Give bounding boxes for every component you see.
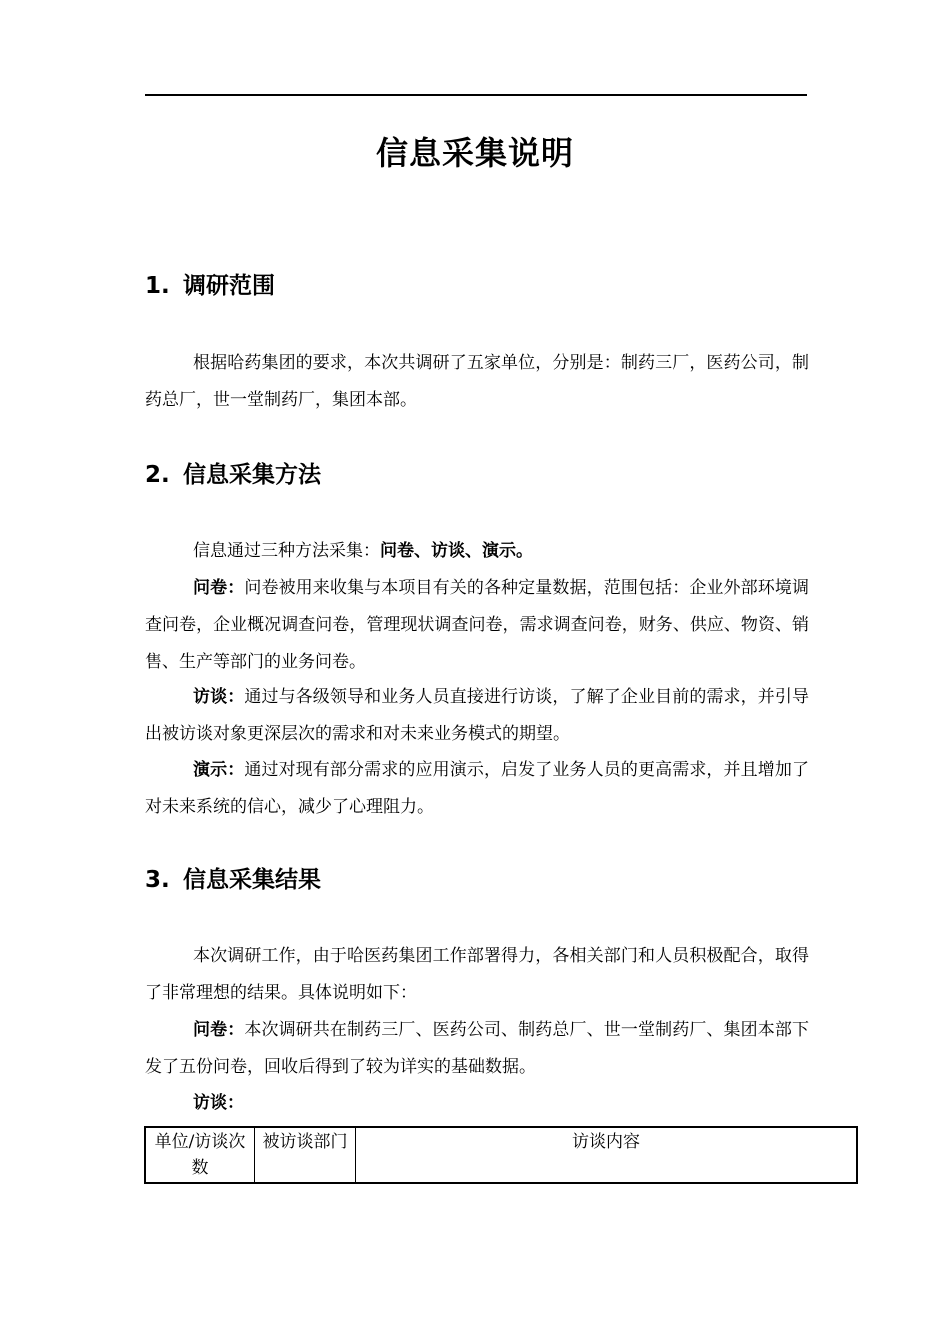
interview-table bbox=[144, 1126, 858, 1184]
column-header-unit: 单位/访谈次数 bbox=[145, 1127, 255, 1183]
paragraph-lead: 访谈： bbox=[193, 687, 245, 707]
method-questionnaire-paragraph bbox=[145, 570, 809, 681]
result-questionnaire-paragraph bbox=[145, 1012, 809, 1086]
section-number: 3. bbox=[145, 867, 170, 893]
paragraph-lead: 演示： bbox=[193, 760, 245, 780]
section-title: 信息采集结果 bbox=[183, 867, 321, 893]
method-demo-paragraph bbox=[145, 752, 809, 826]
section-number: 1. bbox=[145, 273, 170, 299]
method-intro-paragraph bbox=[145, 533, 809, 570]
result-intro-paragraph bbox=[145, 938, 809, 1012]
paragraph-text: 根据哈药集团的要求，本次共调研了五家单位，分别是：制药三厂，医药公司，制药总厂，世一堂制药厂，集团本部。 bbox=[145, 353, 809, 410]
paragraph-text: 本次调研工作，由于哈医药集团工作部署得力，各相关部门和人员积极配合，取得了非常理想的结果。具体说明如下： bbox=[145, 946, 809, 1003]
section-heading-method bbox=[145, 456, 321, 489]
paragraph-text: 通过与各级领导和业务人员直接进行访谈，了解了企业目前的需求，并引导出被访谈对象更深层次的需求和对未来业务模式的期望。 bbox=[145, 687, 809, 744]
section-heading-scope bbox=[145, 267, 275, 300]
method-interview-paragraph bbox=[145, 679, 809, 753]
paragraph-text: 问卷被用来收集与本项目有关的各种定量数据，范围包括：企业外部环境调查问卷，企业概况调查问卷，管理现状调查问卷，需求调查问卷，财务、供应、物资、销售、生产等部门的业务问卷。 bbox=[145, 578, 809, 672]
section-title: 调研范围 bbox=[183, 273, 275, 299]
column-header-department: 被访谈部门 bbox=[255, 1127, 356, 1183]
result-interview-paragraph bbox=[145, 1085, 809, 1122]
table-header-row bbox=[145, 1127, 857, 1183]
paragraph-text: 信息通过三种方法采集： bbox=[193, 541, 380, 561]
paragraph-lead: 问卷： bbox=[193, 578, 245, 598]
section-number: 2. bbox=[145, 462, 170, 488]
scope-paragraph bbox=[145, 345, 809, 419]
document-title: 信息采集说明 bbox=[375, 134, 574, 172]
column-header-content: 访谈内容 bbox=[356, 1127, 858, 1183]
top-rule bbox=[145, 94, 807, 96]
paragraph-text: 通过对现有部分需求的应用演示，启发了业务人员的更高需求，并且增加了对未来系统的信心，减少了心理阻力。 bbox=[145, 760, 809, 817]
paragraph-text: 本次调研共在制药三厂、医药公司、制药总厂、世一堂制药厂、集团本部下发了五份问卷，回收后得到了较为详实的基础数据。 bbox=[145, 1020, 809, 1077]
section-heading-result bbox=[145, 861, 321, 894]
section-title: 信息采集方法 bbox=[183, 462, 321, 488]
method-list: 问卷、访谈、演示。 bbox=[380, 541, 533, 561]
paragraph-lead: 问卷： bbox=[193, 1020, 245, 1040]
paragraph-lead: 访谈： bbox=[193, 1093, 244, 1113]
